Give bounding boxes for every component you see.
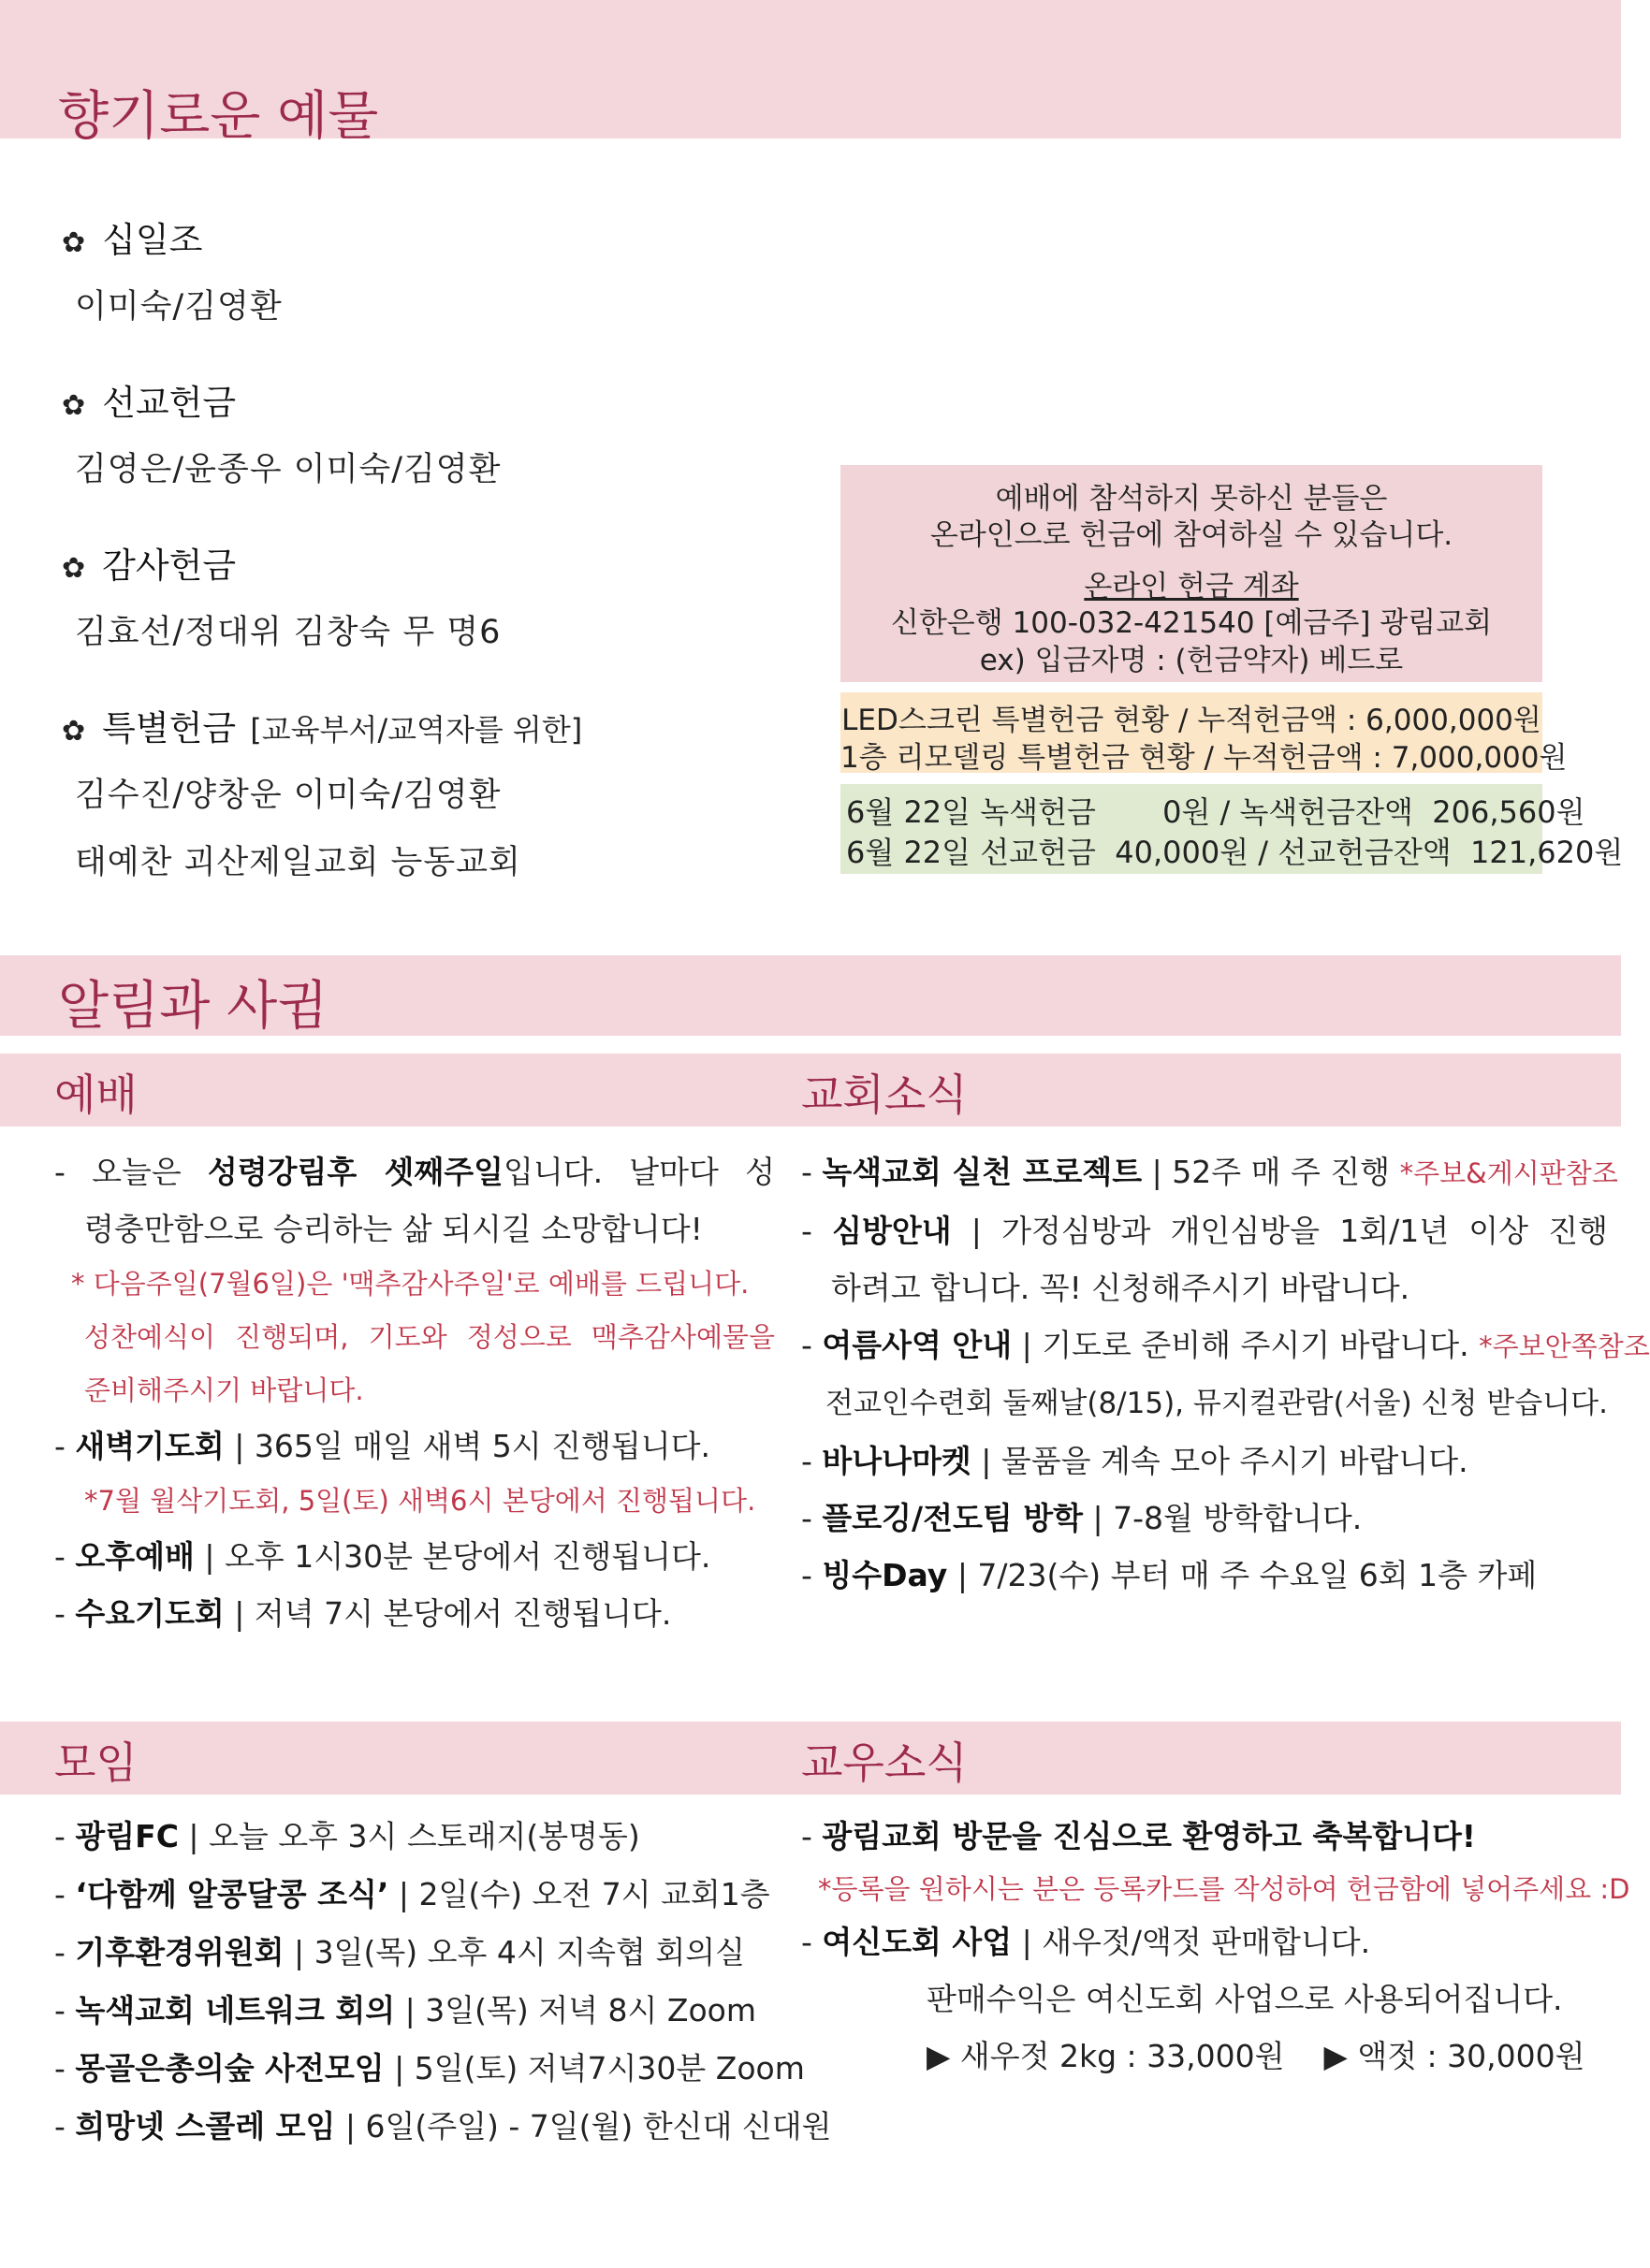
worship-item-dawn: - 새벽기도회 | 365일 매일 새벽 5시 진행됩니다. <box>54 1428 710 1464</box>
thanks-names: 김효선/정대위 김창숙 무 명6 <box>75 614 502 651</box>
worship-title: 예배 <box>54 1069 138 1120</box>
flower-icon: ✿ <box>62 715 86 748</box>
online-line1: 예배에 참석하지 못하신 분들은 <box>995 482 1388 516</box>
members-title: 교우소식 <box>801 1737 968 1788</box>
balance-line2: 6월 22일 선교헌금 40,000원 / 선교헌금잔액 121,620원 <box>846 835 1624 870</box>
church-news-list <box>801 1143 1650 1604</box>
flower-icon: ✿ <box>62 552 86 585</box>
meeting-item-fc: - 광림FC | 오늘 오후 3시 스토래지(봉명동) <box>54 1818 640 1854</box>
church-news-title: 교회소식 <box>801 1069 968 1120</box>
mission-names: 김영은/윤종우 이미숙/김영환 <box>75 451 502 488</box>
members-list <box>801 1808 1630 2085</box>
flower-icon: ✿ <box>62 226 86 259</box>
worship-item-afternoon: - 오후예배 | 오후 1시30분 본당에서 진행됩니다. <box>54 1538 711 1575</box>
church-item-visit: - 심방안내 | 가정심방과 개인심방을 1회/1년 이상 진행 <box>801 1213 1608 1249</box>
special-heading: ✿ 특별헌금 [교육부서/교역자를 위한] <box>62 708 583 749</box>
special-names-line2: 태예찬 괴산제일교회 능동교회 <box>75 844 521 881</box>
special-status-box <box>840 692 1568 775</box>
church-item-visit-line2: 하려고 합니다. 꼭! 신청해주시기 바랍니다. <box>831 1270 1410 1306</box>
member-item-women-line2: 판매수익은 여신도회 사업으로 사용되어집니다. <box>927 1981 1563 2017</box>
church-item-market: - 바나나마켓 | 물품을 계속 모아 주시기 바랍니다. <box>801 1443 1468 1479</box>
member-item-welcome: - 광림교회 방문을 진심으로 환영하고 축복합니다! <box>801 1818 1476 1854</box>
online-giving-box <box>840 465 1542 682</box>
account-title: 온라인 헌금 계좌 <box>1084 570 1299 603</box>
meeting-item-schole: - 희망넷 스콜레 모임 | 6일(주일) - 7일(월) 한신대 신대원 <box>54 2108 832 2144</box>
worship-item-today: - 오늘은 성령강림후 셋째주일입니다. 날마다 성 <box>54 1154 775 1190</box>
news-title: 알림과 사귐 <box>58 976 329 1037</box>
account-example: ex) 입금자명 : (헌금약자) 베드로 <box>979 644 1404 677</box>
online-line2: 온라인으로 헌금에 참여하실 수 있습니다. <box>929 518 1453 552</box>
worship-note-line3: 준비해주시기 바랍니다. <box>84 1374 364 1406</box>
offering-title: 향기로운 예물 <box>58 86 379 147</box>
meeting-item-network: - 녹색교회 네트워크 회의 | 3일(목) 저녁 8시 Zoom <box>54 1992 757 2028</box>
member-note-register: *등록을 원하시는 분은 등록카드를 작성하여 헌금함에 넣어주세요 :D <box>818 1873 1630 1905</box>
flower-icon: ✿ <box>62 389 86 422</box>
meetings-members-band <box>0 1722 1621 1795</box>
balance-line1: 6월 22일 녹색헌금 0원 / 녹색헌금잔액 206,560원 <box>846 794 1585 830</box>
member-item-women: - 여신도회 사업 | 새우젓/액젓 판매합니다. <box>801 1924 1371 1960</box>
church-item-plogging: - 플로깅/전도팀 방학 | 7-8월 방학합니다. <box>801 1500 1363 1536</box>
offering-header-band <box>0 0 1621 147</box>
special-note: [교육부서/교역자를 위한] <box>250 712 583 748</box>
tithe-names: 이미숙/김영환 <box>75 288 283 326</box>
church-item-summer-line2: 전교인수련회 둘째날(8/15), 뮤지컬관람(서울) 신청 받습니다. <box>825 1387 1608 1420</box>
balance-box <box>840 784 1624 874</box>
church-item-bingsu: - 빙수Day | 7/23(수) 부터 매 주 수요일 6회 1층 카페 <box>801 1557 1538 1593</box>
mission-heading: ✿ 선교헌금 <box>62 383 237 423</box>
church-item-green: - 녹색교회 실천 프로젝트 | 52주 매 주 진행 *주보&게시판참조 <box>801 1154 1618 1190</box>
thanks-heading: ✿ 감사헌금 <box>62 545 237 586</box>
special-status-line2: 1층 리모델링 특별헌금 현황 / 누적헌금액 : 7,000,000원 <box>840 741 1568 775</box>
meeting-item-breakfast: - ‘다함께 알콩달콩 조식’ | 2일(수) 오전 7시 교회1층 <box>54 1876 770 1912</box>
special-names-line1: 김수진/양창운 이미숙/김영환 <box>75 777 502 814</box>
worship-item-wednesday: - 수요기도회 | 저녁 7시 본당에서 진행됩니다. <box>54 1595 672 1632</box>
meeting-item-climate: - 기후환경위원회 | 3일(목) 오후 4시 지속협 회의실 <box>54 1934 746 1970</box>
worship-church-band <box>0 1054 1621 1127</box>
news-header-band <box>0 955 1621 1036</box>
special-status-line1: LED스크린 특별헌금 현황 / 누적헌금액 : 6,000,000원 <box>841 704 1541 737</box>
worship-item-today-line2: 령충만함으로 승리하는 삶 되시길 소망합니다! <box>84 1211 703 1247</box>
worship-note-next-sunday: * 다음주일(7월6일)은 '맥추감사주일'로 예배를 드립니다. <box>71 1268 750 1300</box>
church-item-summer: - 여름사역 안내 | 기도로 준비해 주시기 바랍니다. *주보안쪽참조 <box>801 1327 1650 1363</box>
worship-note-dawn: *7월 월삭기도회, 5일(토) 새벽6시 본당에서 진행됩니다. <box>84 1485 756 1517</box>
account-number: 신한은행 100-032-421540 [예금주] 광림교회 <box>890 606 1493 640</box>
worship-note-line2: 성찬예식이 진행되며, 기도와 정성으로 맥추감사예물을 <box>84 1321 775 1353</box>
meetings-list <box>54 1808 832 2156</box>
meeting-item-mongolia: - 몽골은총의숲 사전모임 | 5일(토) 저녁7시30분 Zoom <box>54 2050 805 2086</box>
worship-list <box>54 1143 775 1642</box>
member-item-women-prices: ▶ 새우젓 2kg : 33,000원 ▶ 액젓 : 30,000원 <box>927 2038 1585 2074</box>
meetings-title: 모임 <box>54 1737 138 1788</box>
tithe-heading: ✿ 십일조 <box>62 220 203 260</box>
